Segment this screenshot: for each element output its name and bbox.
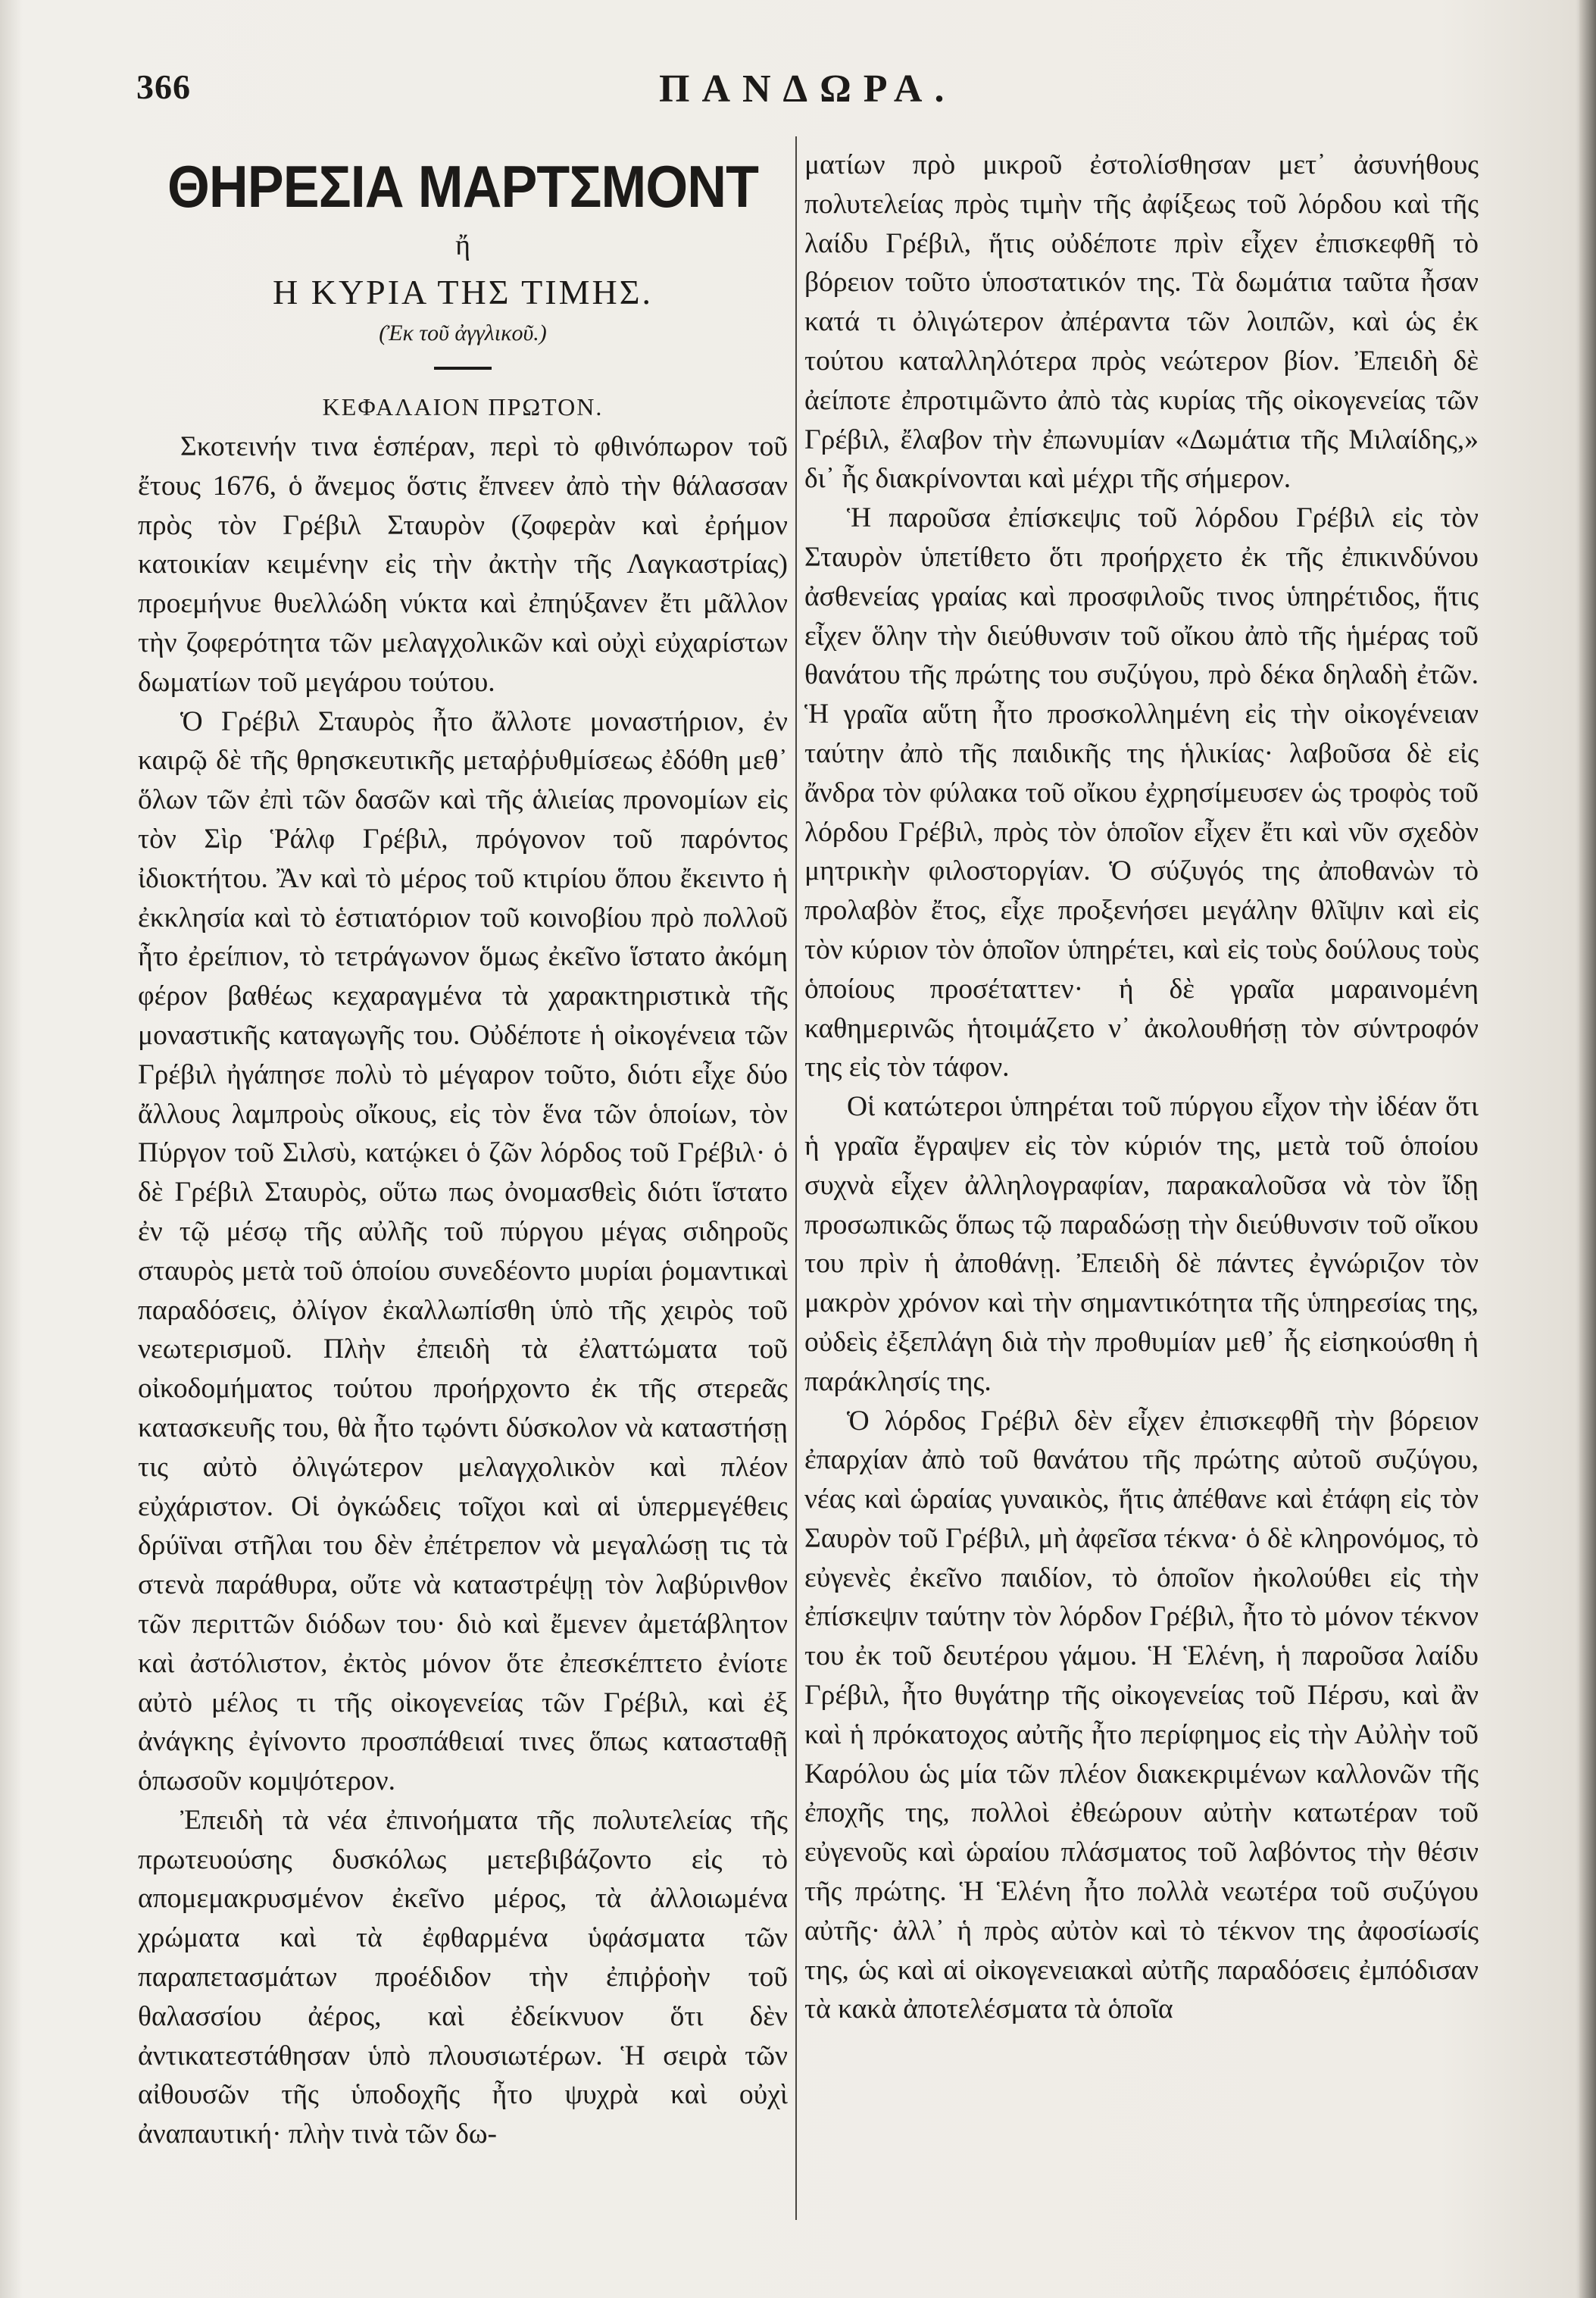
paragraph: Ὁ Γρέβιλ Σταυρὸς ἦτο ἄλλοτε μοναστήριον, ἐν καιρῷ δὲ τῆς θρησκευτικῆς μεταῤῥυθμίσεως ἐδόθη μεθ᾽ ὅλων τῶν ἐπὶ τῶν δασῶν καὶ τῆς ἁλιείας προνομίων εἰς τὸν Σὶρ Ῥάλφ Γρέβιλ, πρόγονον τοῦ παρόντος ἰδιοκτήτου. Ἂν καὶ τὸ μέρος τοῦ κτιρίου ὅπου ἔκειντο ἡ ἐκκλησία καὶ τὸ ἑστιατόριον τοῦ κοινοβίου πρὸ πολλοῦ ἦτο ἐρείπιον, τὸ τετράγωνον ὅμως ἐκεῖνο ἵστατο ἀκόμη φέρον βαθέως κεχαραγμένα τὰ χαρακτηριστικὰ τῆς μοναστικῆς καταγωγῆς του. Οὐδέποτε ἡ οἰκογένεια τῶν Γρέβιλ ἠγάπησε πολὺ τὸ μέγαρον τοῦτο, διότι εἶχε δύο ἄλλους λαμπροὺς οἴκους, εἰς τὸν ἕνα τῶν ὁποίων, τὸν Πύργον τοῦ Σιλσὺ, κατῴκει ὁ ζῶν λόρδος τοῦ Γρέβιλ· ὁ δὲ Γρέβιλ Σταυρὸς, οὕτω πως ὀνομασθεὶς διότι ἵστατο ἐν τῷ μέσῳ τῆς αὐλῆς τοῦ πύργου μέγας σιδηροῦς σταυρὸς μετὰ τοῦ ὁποίου συνεδέοντο μυρίαι ῥομαντικαὶ παραδόσεις, ὀλίγον ἐκαλλωπίσθη ὑπὸ τῆς χειρὸς τοῦ νεωτερισμοῦ. Πλὴν ἐπειδὴ τὰ ἐλαττώματα τοῦ οἰκοδομήματος τούτου προήρχοντο ἐκ τῆς στερεᾶς κατασκευῆς του, θὰ ἦτο τῳόντι δύσκολον νὰ καταστήσῃ τις αὐτὸ ὀλιγώτερον μελαγχολικὸν καὶ πλέον εὐχάριστον. Οἱ ὀγκώδεις τοῖχοι καὶ αἱ ὑπερμεγέθεις δρύϊναι στῆλαι του δὲν ἐπέτρεπον νὰ μεγαλώσῃ τις τὰ στενὰ παράθυρα, οὔτε νὰ καταστρέψῃ τὸν λαβύρινθον τῶν περιττῶν διόδων του· διὸ καὶ ἔμενεν ἀμετάβλητον καὶ ἀστόλιστον, ἐκτὸς μόνον ὅτε ἐπεσκέπτετο ἐνίοτε αὐτὸ μέλος τι τῆς οἰκογενείας τῶν Γρέβιλ, καὶ ἐξ ἀνάγκης ἐγίνοντο προσπάθειαί τινες ὅπως κατασταθῇ ὁπωσοῦν κομψότερον. (138, 705, 788, 1797)
left-body (138, 427, 788, 2154)
chapter-heading: ΚΕΦΑΛΑΙΟΝ ΠΡΩΤΟΝ. (322, 393, 604, 421)
page-spine-shadow (1579, 0, 1596, 2298)
article-source: (Ἐκ τοῦ ἀγγλικοῦ.) (379, 320, 547, 345)
paragraph: Οἱ κατώτεροι ὑπηρέται τοῦ πύργου εἶχον τὴν ἰδέαν ὅτι ἡ γραῖα ἔγραψεν εἰς τὸν κύριόν της, μετὰ τοῦ ὁποίου συχνὰ εἶχεν ἀλληλογραφίαν, παρακαλοῦσα νὰ τὸν ἴδῃ προσωπικῶς ὅπως τῷ παραδώσῃ τὴν διεύθυνσιν τοῦ οἴκου του πρὶν ἡ ἀποθάνῃ. Ἐπειδὴ δὲ πάντες ἐγνώριζον τὸν μακρὸν χρόνον καὶ τὴν σημαντικότητα τῆς ὑπηρεσίας της, οὐδεὶς ἐξεπλάγη διὰ τὴν προθυμίαν μεθ᾽ ἧς εἰσηκούσθη ἡ παράκλησίς της. (804, 1091, 1479, 1397)
paragraph: ματίων πρὸ μικροῦ ἐστολίσθησαν μετ᾽ ἀσυνήθους πολυτελείας πρὸς τιμὴν τῆς ἀφίξεως τοῦ λόρδου καὶ τῆς λαίδυ Γρέβιλ, ἥτις οὐδέποτε πρὶν εἶχεν ἐπισκεφθῆ τὸ βόρειον τοῦτο ὑποστατικόν της. Τὰ δωμάτια ταῦτα ἦσαν κατά τι ὀλιγώτερον ἀπέραντα τῶν λοιπῶν, καὶ ὡς ἐκ τούτου καταλληλότερα πρὸς νεώτερον βίον. Ἐπειδὴ δὲ ἀείποτε ἐπροτιμῶντο ἀπὸ τὰς κυρίας τῆς οἰκογενείας τῶν Γρέβιλ, ἔλαβον τὴν ἐπωνυμίαν «Δωμάτια τῆς Μιλαίδης,» δι᾽ ἧς διακρίνονται καὶ μέχρι τῆς σήμερον. (804, 149, 1479, 495)
right-body (804, 145, 1479, 2029)
title-conjunction: ἤ (455, 230, 470, 261)
page-header (136, 67, 1500, 120)
right-column (804, 145, 1479, 2029)
page-number: 366 (136, 67, 191, 106)
left-column (138, 144, 788, 2154)
column-divider (795, 136, 797, 2220)
article-subtitle: Η ΚΥΡΙΑ ΤΗΣ ΤΙΜΗΣ. (273, 273, 653, 311)
running-title: ΠΑΝΔΩΡΑ. (659, 67, 957, 111)
article-title: ΘΗΡΕΣΙΑ ΜΑΡΤΣΜΟΝΤ (167, 153, 759, 220)
paragraph: Σκοτεινήν τινα ἑσπέραν, περὶ τὸ φθινόπωρον τοῦ ἔτους 1676, ὁ ἄνεμος ὅστις ἔπνεεν ἀπὸ τὴν θάλασσαν πρὸς τὸν Γρέβιλ Σταυρὸν (ζοφερὰν καὶ ἐρήμον κατοικίαν κειμένην εἰς τὴν ἀκτὴν τῆς Λαγκαστρίας) προεμήνυε θυελλώδη νύκτα καὶ ἐπηύξανεν ἔτι μᾶλλον τὴν ζοφερότητα τῶν μελαγχολικῶν καὶ οὐχὶ εὐχαρίστων δωματίων τοῦ μεγάρου τούτου. (138, 431, 788, 698)
paragraph: Ἡ παροῦσα ἐπίσκεψις τοῦ λόρδου Γρέβιλ εἰς τὸν Σταυρὸν ὑπετίθετο ὅτι προήρχετο ἐκ τῆς ἐπικινδύνου ἀσθενείας γραίας καὶ προσφιλοῦς τινος ὑπηρέτιδος, ἥτις εἶχεν ὅλην τὴν διεύθυνσιν τοῦ οἴκου ἀπὸ τῆς ἡμέρας τοῦ θανάτου τῆς πρώτης του συζύγου, πρὸ δέκα δηλαδὴ ἐτῶν. Ἡ γραῖα αὕτη ἦτο προσκολλημένη εἰς τὴν οἰκογένειαν ταύτην ἀπὸ τῆς παιδικῆς της ἡλικίας· λαβοῦσα δὲ εἰς ἄνδρα τὸν φύλακα τοῦ οἴκου ἐχρησίμευσεν ὡς τροφὸς τοῦ λόρδου Γρέβιλ, πρὸς τὸν ὁποῖον εἶχεν ἔτι καὶ νῦν σχεδὸν μητρικὴν φιλοστοργίαν. Ὁ σύζυγός της ἀποθανὼν τὸ προλαβὸν ἔτος, εἶχε προξενήσει μεγάλην θλῖψιν καὶ εἰς τὸν κύριον τὸν ὁποῖον ὑπηρέτει, καὶ εἰς τοὺς δούλους τοὺς ὁποίους προσέταττεν· ἡ δὲ γραῖα μαραινομένη καθημερινῶς ἡτοιμάζετο ν᾽ ἀκολουθήσῃ τὸν σύντροφόν της εἰς τὸν τάφον. (804, 502, 1479, 1083)
title-separator (434, 367, 492, 370)
paragraph: Ἐπειδὴ τὰ νέα ἐπινοήματα τῆς πολυτελείας τῆς πρωτευούσης δυσκόλως μετεβιβάζοντο εἰς τὸ απομεμακρυσμένον ἐκεῖνο μέρος, τὰ ἀλλοιωμένα χρώματα καὶ τὰ ἐφθαρμένα ὑφάσματα τῶν παραπετασμάτων προέδιδον τὴν ἐπιῤῥοὴν τοῦ θαλασσίου ἀέρος, καὶ ἐδείκνυον ὅτι δὲν ἀντικατεστάθησαν ὑπὸ πλουσιωτέρων. Ἡ σειρὰ τῶν αἰθουσῶν τῆς ὑποδοχῆς ἦτο ψυχρὰ καὶ οὐχὶ ἀναπαυτική· πλὴν τινὰ τῶν δω- (138, 1804, 788, 2150)
paragraph: Ὁ λόρδος Γρέβιλ δὲν εἶχεν ἐπισκεφθῆ τὴν βόρειον ἐπαρχίαν ἀπὸ τοῦ θανάτου τῆς πρώτης αὐτοῦ συζύγου, νέας καὶ ὡραίας γυναικὸς, ἥτις ἀπέθανε καὶ ἐτάφη εἰς τὸν Σαυρὸν τοῦ Γρέβιλ, μὴ ἀφεῖσα τέκνα· ὁ δὲ κληρονόμος, τὸ εὐγενὲς ἐκεῖνο παιδίον, τὸ ὁποῖον ἠκολούθει εἰς τὴν ἐπίσκεψιν ταύτην τὸν λόρδον Γρέβιλ, ἦτο τὸ μόνον τέκνον του ἐκ τοῦ δευτέρου γάμου. Ἡ Ἑλένη, ἡ παροῦσα λαίδυ Γρέβιλ, ἦτο θυγάτηρ τῆς οἰκογενείας τοῦ Πέρσυ, καὶ ἂν καὶ ἡ πρόκατοχος αὐτῆς ἦτο περίφημος εἰς τὴν Αὐλὴν τοῦ Καρόλου ὡς μία τῶν πλέον διακεκριμένων καλλονῶν τῆς ἐποχῆς της, πολλοὶ ἐθεώρουν αὐτὴν κατωτέραν τοῦ εὐγενοῦς καὶ ὡραίου πλάσματος τοῦ λαβόντος τὴν θέσιν τῆς πρώτης. Ἡ Ἑλένη ἦτο πολλὰ νεωτέρα τοῦ συζύγου αὐτῆς· ἀλλ᾽ ἡ πρὸς αὐτὸν καὶ τὸ τέκνον της ἀφοσίωσίς της, ὡς καὶ αἱ οἰκογενειακαὶ αὐτῆς παραδόσεις ἐμπόδισαν τὰ κακὰ ἀποτελέσματα τὰ ὁποῖα (804, 1405, 1479, 2025)
